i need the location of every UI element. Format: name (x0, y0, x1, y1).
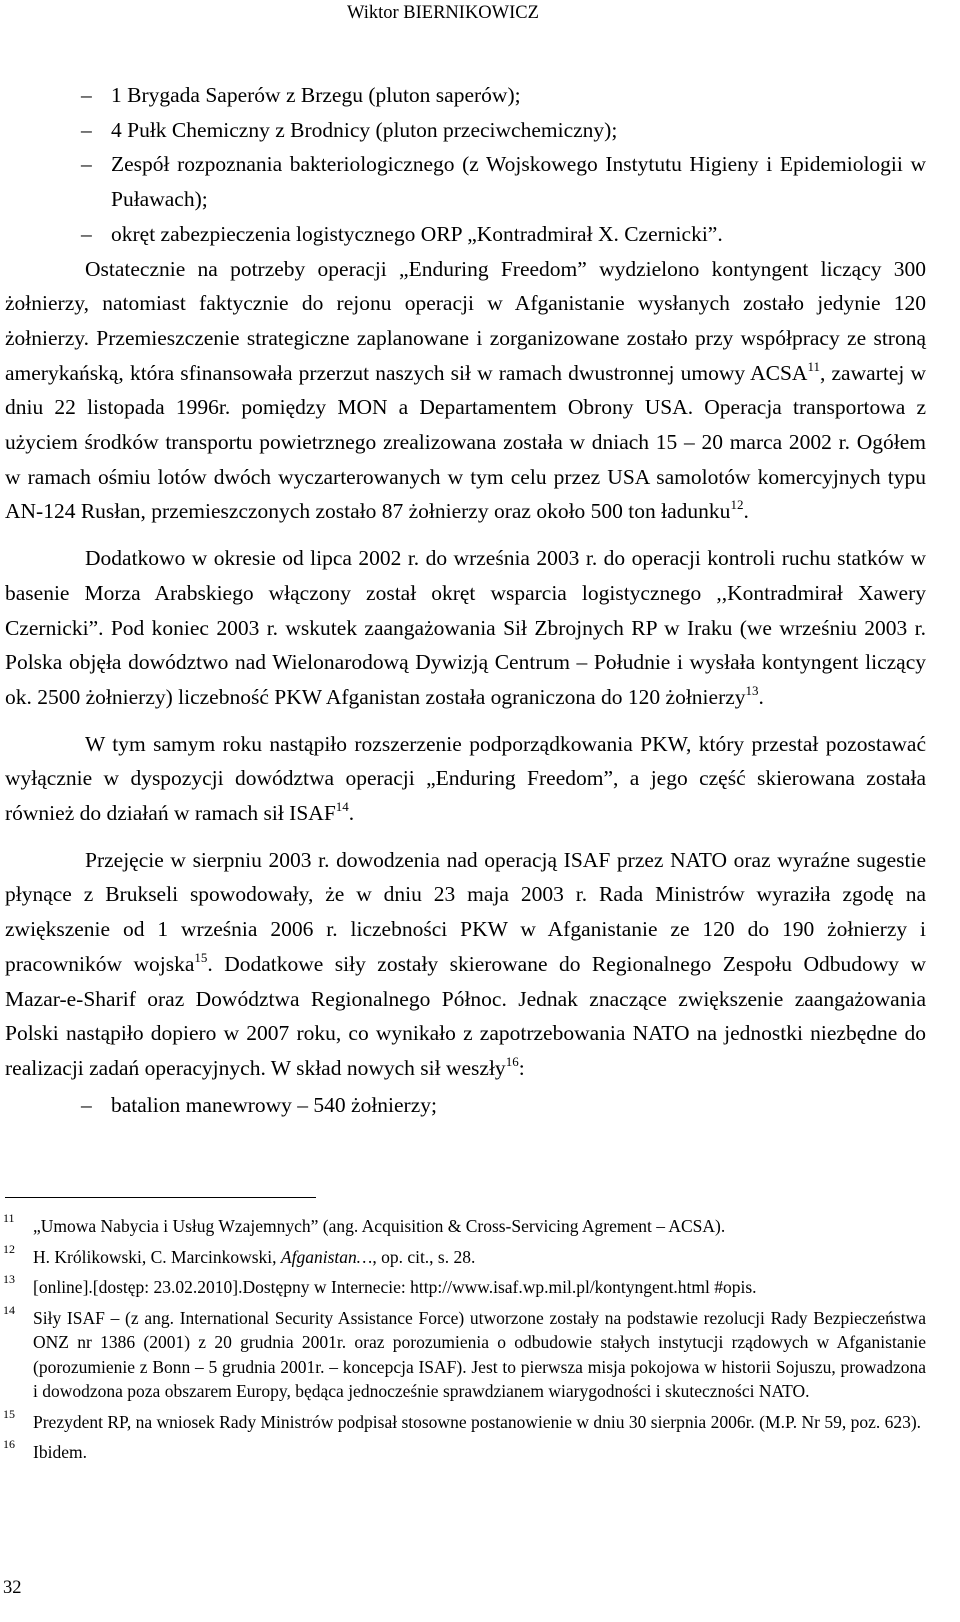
paragraph-dodatkowo: Dodatkowo w okresie od lipca 2002 r. do września 2003 r. do operacji kontroli ruchu statków w basenie Morza Arabskiego włączony został okręt wsparcia logistycznego ,,Kontradmirał Xawery Czernicki”. Pod koniec 2003 r. wskutek zaangażowania Sił Zbrojnych RP w Iraku (we wrześniu 2003 r. Polska objęła dowództwo nad Wielonarodową Dywizją Centrum – Południe i wysłała kontyngent liczący ok. 2500 żołnierzy) liczebność PKW Afganistan została ograniczona do 120 żołnierzy$^{13}$. (5, 546, 926, 709)
footnote-separator (5, 1197, 316, 1198)
dash-bullet-icon: – (81, 1092, 92, 1117)
footnote-ref[interactable]: 13 (745, 682, 759, 698)
list-item: – Zespół rozpoznania bakteriologicznego (z Wojskowego Instytutu Higieny i Epidemiologii w Puławach); (5, 147, 926, 216)
list-item: – 4 Pułk Chemiczny z Brodnicy (pluton przeciwchemiczny); (5, 113, 926, 148)
paragraph-przejecie: Przejęcie w sierpniu 2003 r. dowodzenia nad operacją ISAF przez NATO oraz wyraźne sugestie płynące z Brukseli spowodowały, że w dniu 23 maja 2003 r. Rada Ministrów wyraziła zgodę na zwiększenie od 1 września 2006 r. liczebności PKW w Afganistanie ze 120 do 190 żołnierzy i pracowników wojska$^{15}$. Dodatkowe siły zostały skierowane do Regionalnego Zespołu Odbudowy w Mazar-e-Sharif oraz Dowództwa Regionalnego Północ. Jednak znaczące zwiększenie zaangażowania Polski nastąpiło dopiero w 2007 roku, co wynikało z zapotrzebowania NATO na jednostki niezbędne do realizacji zadań operacyjnych. W skład nowych sił weszły$^{16}$: (5, 847, 927, 1080)
footnote-ref[interactable]: 11 (807, 358, 820, 374)
list-item: – batalion manewrowy – 540 żołnierzy; (5, 1088, 926, 1123)
footnote-number: 11 (3, 1211, 15, 1225)
footnote-number: 14 (3, 1302, 15, 1317)
footnote-number: 15 (3, 1406, 15, 1421)
footnote-13: 13 [online].[dostęp: 23.02.2010].Dostępny w Internecie: http://www.isaf.wp.mil.pl/kontyngent.html #opis. (3, 1272, 757, 1297)
dash-bullet-icon: – (81, 83, 92, 107)
footnote-ref[interactable]: 16 (505, 1053, 519, 1069)
header-author: Wiktor BIERNIKOWICZ (347, 3, 539, 23)
main-text (5, 78, 926, 1122)
footnote-14: 14 Siły ISAF – (z ang. International Security Assistance Force) utworzone zostały na podstawie rezolucji Rady Bezpieczeństwa ONZ nr 1386 (2001) z 20 grudnia 2001r. oraz porozumienia o odbudowie stałych instytucji rządowych w Afganistanie (porozumienie z Bonn – 5 grudnia 2001r. – koncepcja ISAF). Jest to pierwsza misja pokojowa w historii Sojuszu, prowadzona i dowodzona poza obszarem Europy, będąca jednocześnie sprawdzianem wiarygodności i skuteczności NATO. (3, 1302, 926, 1401)
footnote-15: 15 Prezydent RP, na wniosek Rady Ministrów podpisał stosowne postanowienie w dniu 30 sierpnia 2006r. (M.P. Nr 59, poz. 623). (3, 1406, 922, 1432)
list-item: – 1 Brygada Saperów z Brzegu (pluton saperów); (5, 78, 926, 113)
page-number: 32 (3, 1578, 22, 1598)
footnote-ref[interactable]: 12 (730, 497, 744, 513)
paragraph-kontyngent: Ostatecznie na potrzeby operacji „Enduring Freedom” wydzielono kontyngent liczący 300 żołnierzy, natomiast faktycznie do rejonu operacji w Afganistanie wysłanych zostało jedynie 120 żołnierzy. Przemieszczenie strategiczne zaplanowane i zorganizowane zostało przy współpracy ze stroną amerykańską, która sfinansowała przerzut naszych sił w ramach dwustronnej umowy ACSA$^{11}$, zawartej w dniu 22 listopada 1996r. pomiędzy MON a Departamentem Obrony USA. Operacja transportowa z użyciem środków transportu powietrznego zrealizowana została w dniach 15 – 20 marca 2002 r. Ogółem w ramach ośmiu lotów dwóch wyczarterowanych w tym celu przez USA samolotów komercyjnych typu AN-124 Rusłan, przemieszczonych zostało 87 żołnierzy oraz około 500 ton ładunku$^{12}$. (5, 256, 926, 524)
footnote-16: 16 Ibidem. (3, 1437, 87, 1462)
list-item: – okręt zabezpieczenia logistycznego ORP „Kontradmirał X. Czernicki”. (5, 217, 926, 252)
footnote-12: 12 H. Królikowski, C. Marcinkowski, Afganistan…, op. cit., s. 28. (3, 1241, 476, 1267)
footnote-ref[interactable]: 15 (194, 949, 208, 965)
footnote-11: 11 „Umowa Nabycia i Usług Wzajemnych” (ang. Acquisition & Cross-Servicing Agrement – ACSA). (3, 1211, 726, 1236)
dash-bullet-icon: – (81, 221, 92, 246)
footnotes (3, 1211, 926, 1471)
footnote-number: 13 (3, 1272, 15, 1286)
paragraph-rozszerzenie: W tym samym roku nastąpiło rozszerzenie podporządkowania PKW, który przestał pozostawać wyłącznie w dyspozycji dowództwa operacji „Enduring Freedom”, a jego część skierowana została również do działań w ramach sił ISAF$^{14}$. (5, 731, 926, 826)
footnote-number: 12 (3, 1241, 15, 1256)
dash-bullet-icon: – (81, 152, 92, 177)
footnote-number: 16 (3, 1437, 15, 1451)
footnote-ref[interactable]: 14 (335, 799, 349, 815)
running-header (0, 0, 960, 30)
dash-bullet-icon: – (81, 117, 92, 142)
